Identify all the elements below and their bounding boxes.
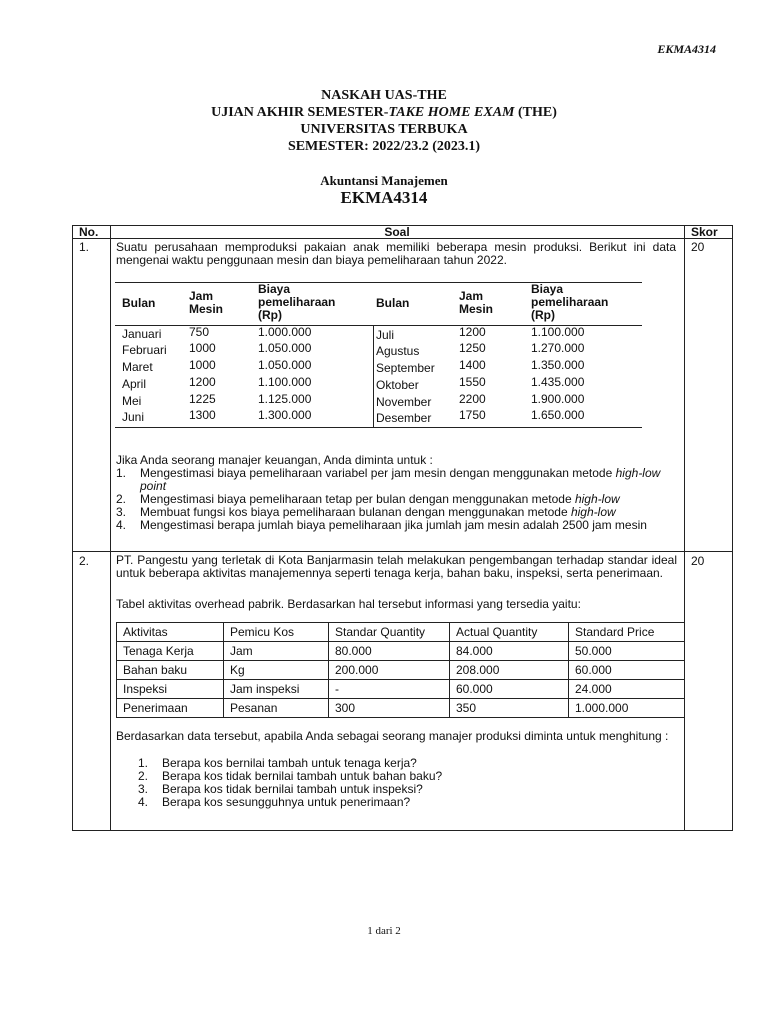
mt-right-cell: 2200 [459,392,486,406]
col-header-no: No. [79,225,99,239]
machine-cost-table [115,282,642,428]
q2-task-number: 3. [138,782,149,796]
mt-header-biaya-right: Biaya pemeliharaan (Rp) [531,282,609,322]
activity-cell: 24.000 [569,680,685,699]
activity-cell: 60.000 [450,680,569,699]
q1-task-method: high-low point [140,466,661,493]
activity-header-row [117,623,685,642]
activity-cell: Jam [224,642,329,661]
q2-task-number: 1. [138,756,149,770]
mt-left-cell: 1.000.000 [258,325,312,339]
activity-cell: 208.000 [450,661,569,680]
mt-left-cell: Maret [122,360,153,374]
activity-cell: 60.000 [569,661,685,680]
q1-task-text: Mengestimasi berapa jumlah biaya pemeliharaan jika jumlah jam mesin adalah 2500 jam mesin [140,518,647,532]
q2-task-list [138,757,658,809]
activity-row [117,642,685,661]
col-header-soal: Soal [384,225,410,239]
q1-task-method: high-low [574,492,620,506]
subject-title: Akuntansi Manajemen [320,173,448,188]
header-line-4: SEMESTER: 2022/23.2 (2023.1) [287,139,481,154]
mt-right-cell: Agustus [376,344,420,358]
mt-right-cell: Juli [376,328,395,342]
mt-right-cell: 1750 [459,408,486,422]
mt-left-cell: April [122,377,147,391]
mt-left-cell: 1.125.000 [258,392,312,406]
mt-left-cell: 1.300.000 [258,408,312,422]
mt-left-cell: 1200 [189,375,216,389]
activity-cell: 84.000 [450,642,569,661]
mt-right-cell: Desember [376,411,432,425]
mt-right-cell: September [376,361,435,375]
mt-left-cell: 1000 [189,358,216,372]
q2-number: 2. [79,554,90,568]
col-header-skor: Skor [691,225,718,239]
mt-left-cell: 1.100.000 [258,375,312,389]
activity-header-cell: Standard Price [569,623,685,642]
activity-cell: 200.000 [329,661,450,680]
mt-right-cell: 1.435.000 [531,375,585,389]
q2-score: 20 [691,554,705,568]
header-line-3: UNIVERSITAS TERBUKA [300,122,468,137]
activity-cell: Jam inspeksi [224,680,329,699]
q1-task-list [116,467,678,532]
q1-score: 20 [691,240,705,254]
mt-right-cell: 1.350.000 [531,358,585,372]
mt-header-jam-left: Jam Mesin [189,289,224,316]
q2-task-number: 4. [138,795,149,809]
mt-right-cell: 1200 [459,325,486,339]
mt-right-cell: November [376,395,432,409]
activity-header-cell: Standar Quantity [329,623,450,642]
activity-cell: Kg [224,661,329,680]
mt-header-bulan-left: Bulan [122,296,156,310]
mt-left-cell: 1.050.000 [258,341,312,355]
activity-cell: - [329,680,450,699]
mt-left-cell: 750 [189,325,210,339]
q2-task-text: Berapa kos tidak bernilai tambah untuk bahan baku? [162,769,443,783]
mt-right-cell: 1.900.000 [531,392,585,406]
mt-right-cell: 1250 [459,341,486,355]
mt-right-cell: Oktober [376,378,419,392]
activity-header-cell: Actual Quantity [450,623,569,642]
activity-cell: Bahan baku [117,661,224,680]
page-number: 1 dari 2 [367,925,401,937]
q2-task-text: Berapa kos tidak bernilai tambah untuk inspeksi? [162,782,423,796]
activity-cell: 300 [329,699,450,718]
q1-task-method: high-low [570,505,616,519]
activity-cell: 350 [450,699,569,718]
mt-right-cell: 1.650.000 [531,408,585,422]
mt-right-cell: 1.100.000 [531,325,585,339]
activity-table [116,622,685,718]
q2-task-number: 2. [138,769,149,783]
activity-header-cell: Pemicu Kos [224,623,329,642]
mt-right-cell: 1.270.000 [531,341,585,355]
mt-header-jam-right: Jam Mesin [459,289,494,316]
activity-cell: 80.000 [329,642,450,661]
activity-cell: 50.000 [569,642,685,661]
q1-task-number: 2. [116,492,127,506]
mt-header-biaya-left: Biaya pemeliharaan (Rp) [258,282,336,322]
q2-prompt: Berdasarkan data tersebut, apabila Anda sebagai seorang manajer produksi diminta untuk menghitung : [116,729,669,743]
exam-header [0,87,768,155]
q1-task-item [116,467,678,493]
mt-left-cell: Januari [122,327,162,341]
q1-prompt: Jika Anda seorang manajer keuangan, Anda diminta untuk : [116,453,433,467]
q2-task-item [138,796,658,809]
activity-row [117,699,685,718]
activity-header-cell: Aktivitas [117,623,224,642]
activity-row [117,680,685,699]
activity-cell: 1.000.000 [569,699,685,718]
q1-task-number: 1. [116,466,127,480]
q2-intro: PT. Pangestu yang terletak di Kota Banjarmasin telah melakukan pengembangan terhadap standar ideal untuk beberapa aktivitas manajemennya seperti tenaga kerja, bahan baku, inspeksi, serta penerimaan. [116,553,677,580]
mt-right-cell: 1550 [459,375,486,389]
mt-left-cell: 1300 [189,408,216,422]
activity-row [117,661,685,680]
header-line-2: UJIAN AKHIR SEMESTER-TAKE HOME EXAM (THE) [211,105,557,120]
mt-left-cell: 1.050.000 [258,358,312,372]
mt-left-cell: Mei [122,394,142,408]
q2-task-text: Berapa kos sesungguhnya untuk penerimaan? [162,795,411,809]
mt-right-cell: 1400 [459,358,486,372]
q1-number: 1. [79,240,90,254]
q1-task-text: Mengestimasi biaya pemeliharaan tetap per bulan dengan menggunakan metode [140,492,575,506]
mt-left-cell: Juni [122,410,145,424]
document-code: EKMA4314 [657,42,716,56]
mt-left-cell: 1225 [189,392,216,406]
q2-intro-2: Tabel aktivitas overhead pabrik. Berdasarkan hal tersebut informasi yang tersedia yaitu: [116,597,581,611]
q2-task-text: Berapa kos bernilai tambah untuk tenaga kerja? [162,756,417,770]
mt-left-cell: 1000 [189,341,216,355]
q1-intro: Suatu perusahaan memproduksi pakaian anak memiliki beberapa mesin produksi. Berikut ini data mengenai waktu penggunaan mesin dan biaya pemeliharaan tahun 2022. [116,240,676,267]
mt-left-cell: Februari [122,343,167,357]
q1-task-text: Mengestimasi biaya pemeliharaan variabel per jam mesin dengan menggunakan metode [140,466,616,480]
q1-task-number: 3. [116,505,127,519]
header-line-1: NASKAH UAS-THE [321,88,447,103]
mt-header-bulan-right: Bulan [376,296,410,310]
activity-cell: Tenaga Kerja [117,642,224,661]
q1-task-item [116,519,678,532]
activity-cell: Pesanan [224,699,329,718]
activity-cell: Inspeksi [117,680,224,699]
q1-task-number: 4. [116,518,127,532]
activity-cell: Penerimaan [117,699,224,718]
course-code: EKMA4314 [340,188,428,207]
q1-task-text: Membuat fungsi kos biaya pemeliharaan bulanan dengan menggunakan metode [140,505,571,519]
